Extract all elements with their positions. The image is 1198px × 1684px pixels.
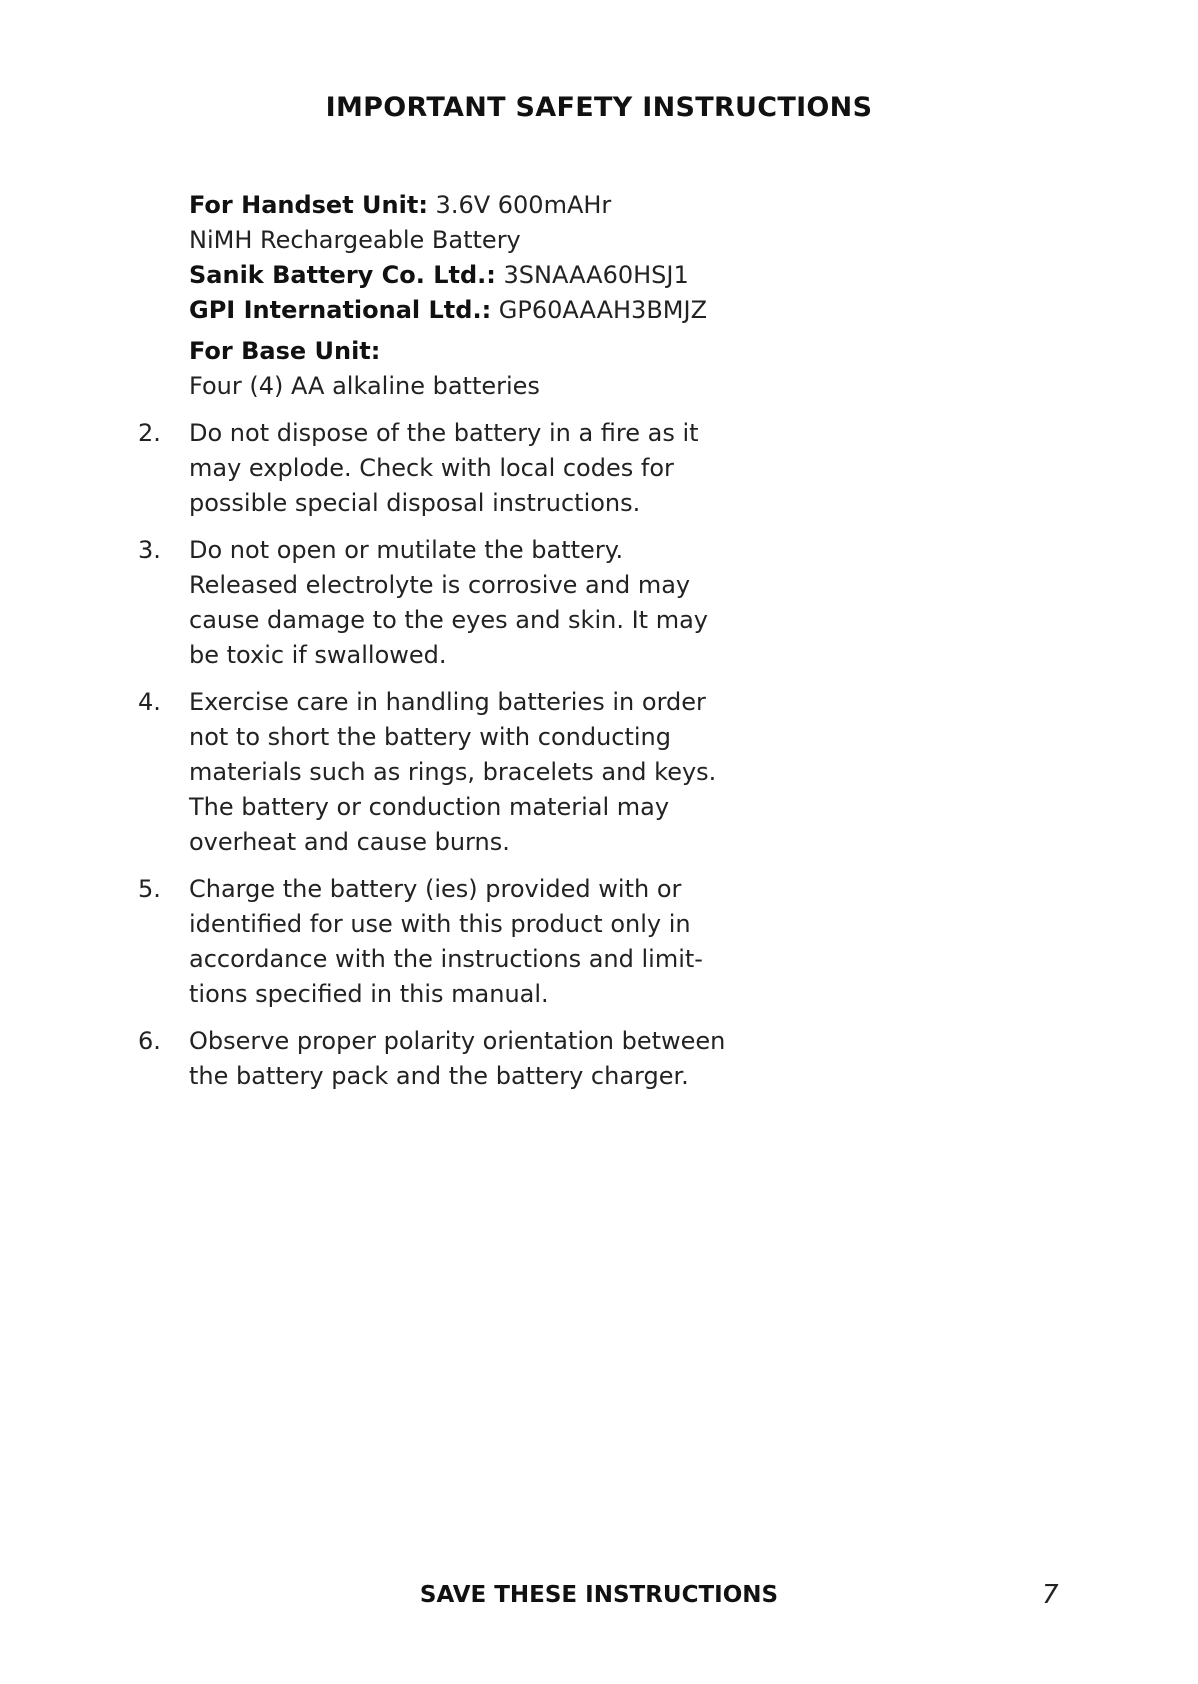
base-label: For Base Unit: (189, 337, 381, 365)
list-item (0, 533, 1198, 673)
item-line: cause damage to the eyes and skin. It may (189, 606, 708, 634)
battery-specs (189, 188, 909, 404)
item-line: accordance with the instructions and limit- (189, 945, 703, 973)
handset-value: 3.6V 600mAHr (427, 191, 612, 219)
instructions-list (0, 416, 1198, 1106)
gpi-value: GP60AAAH3BMJZ (491, 296, 708, 324)
item-text (189, 533, 1198, 673)
sanik-value: 3SNAAA60HSJ1 (495, 261, 689, 289)
item-text (189, 1024, 1198, 1094)
item-line: Charge the battery (ies) provided with or (189, 875, 682, 903)
item-line: tions specified in this manual. (189, 980, 549, 1008)
item-line: Observe proper polarity orientation between (189, 1027, 726, 1055)
base-battery-type: Four (4) AA alkaline batteries (189, 372, 540, 400)
item-line: Do not dispose of the battery in a fire as it (189, 419, 699, 447)
item-line: Released electrolyte is corrosive and may (189, 571, 691, 599)
sanik-label: Sanik Battery Co. Ltd.: (189, 261, 496, 289)
list-item (0, 416, 1198, 521)
handset-spec (189, 188, 909, 223)
item-line: materials such as rings, bracelets and keys. (189, 758, 717, 786)
item-line: Do not open or mutilate the battery. (189, 536, 624, 564)
item-line: the battery pack and the battery charger. (189, 1062, 689, 1090)
item-line: The battery or conduction material may (189, 793, 670, 821)
item-line: possible special disposal instructions. (189, 489, 641, 517)
base-unit-spec (189, 334, 909, 369)
sanik-spec (189, 258, 909, 293)
item-line: may explode. Check with local codes for (189, 454, 674, 482)
gpi-spec (189, 293, 909, 328)
item-number: 6. (138, 1027, 161, 1055)
item-text (189, 685, 1198, 860)
item-line: identified for use with this product only in (189, 910, 691, 938)
footer-label: SAVE THESE INSTRUCTIONS (419, 1582, 779, 1608)
item-number: 2. (138, 419, 161, 447)
item-line: not to short the battery with conducting (189, 723, 672, 751)
item-text (189, 416, 1198, 521)
page-number: 7 (1042, 1580, 1059, 1610)
item-number: 3. (138, 536, 161, 564)
handset-label: For Handset Unit: (189, 191, 428, 219)
item-text (189, 872, 1198, 1012)
list-item (0, 685, 1198, 860)
list-item (0, 1024, 1198, 1094)
handset-battery-type: NiMH Rechargeable Battery (189, 226, 521, 254)
list-item (0, 872, 1198, 1012)
page-title: IMPORTANT SAFETY INSTRUCTIONS (325, 92, 873, 123)
item-line: be toxic if swallowed. (189, 641, 447, 669)
item-number: 5. (138, 875, 161, 903)
item-line: overheat and cause burns. (189, 828, 510, 856)
gpi-label: GPI International Ltd.: (189, 296, 492, 324)
item-number: 4. (138, 688, 161, 716)
item-line: Exercise care in handling batteries in order (189, 688, 706, 716)
